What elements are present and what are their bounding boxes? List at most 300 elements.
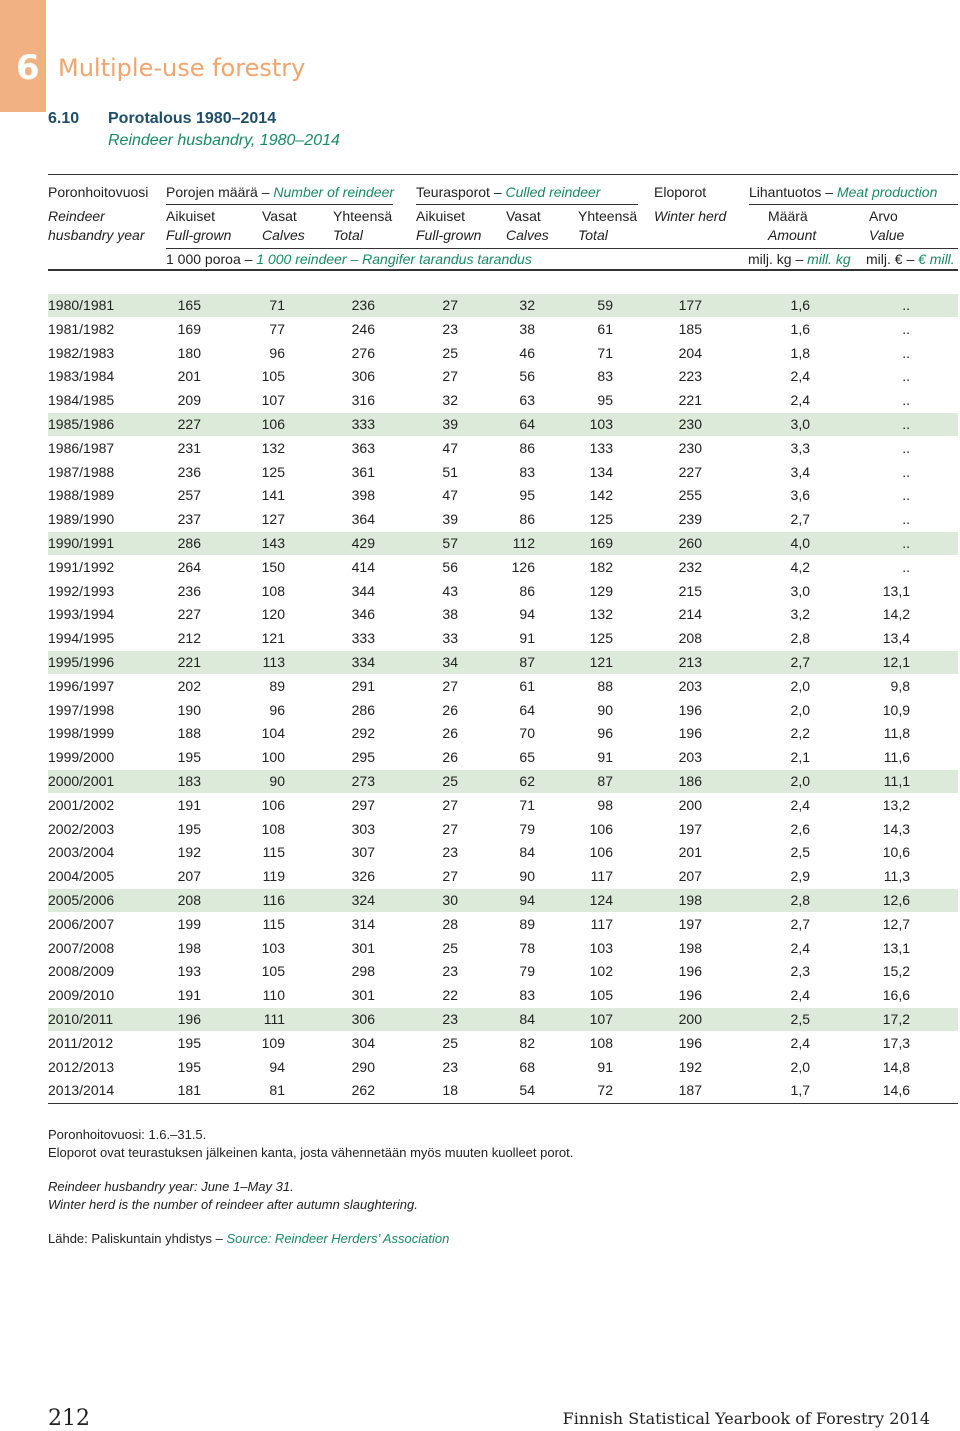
table-row	[48, 722, 958, 745]
cell-year: 2008/2009	[48, 963, 115, 980]
header-value-fi: Arvo	[869, 208, 898, 224]
cell-meat-amount: 2,8	[790, 892, 810, 908]
cell-calves: 106	[261, 416, 285, 432]
cell-calves: 141	[261, 487, 285, 504]
cell-adult: 227	[177, 416, 201, 432]
cell-meat-amount: 2,1	[790, 749, 810, 766]
cell-year: 1995/1996	[48, 654, 115, 670]
cell-calves: 81	[269, 1082, 285, 1099]
header-unit-kg-fi: milj. kg –	[748, 251, 804, 267]
table-row	[48, 461, 958, 484]
cell-adult: 195	[177, 1034, 201, 1051]
cell-year: 1998/1999	[48, 725, 115, 742]
cell-winter-herd: 196	[678, 701, 702, 718]
cell-meat-value: 14,2	[882, 606, 910, 623]
cell-winter-herd: 196	[678, 987, 702, 1004]
table-row	[48, 770, 958, 793]
cell-meat-amount: 3,4	[790, 463, 810, 480]
table-row	[48, 794, 958, 817]
source-fi: Lähde: Paliskuntain yhdistys –	[48, 1231, 223, 1246]
cell-winter-herd: 203	[678, 749, 702, 766]
cell-culled-adult: 39	[442, 416, 458, 432]
cell-adult: 286	[177, 535, 201, 551]
cell-meat-amount: 1,7	[790, 1082, 810, 1099]
cell-meat-amount: 1,8	[790, 344, 810, 361]
cell-culled-total: 134	[589, 463, 613, 480]
cell-culled-total: 125	[589, 511, 613, 528]
header-total-en: Total	[333, 227, 363, 243]
cell-winter-herd: 223	[678, 368, 702, 385]
cell-meat-value: 10,6	[882, 844, 910, 861]
cell-total: 429	[351, 535, 375, 551]
cell-adult: 183	[177, 773, 201, 789]
cell-winter-herd: 207	[678, 868, 702, 885]
note-winter-fi: Eloporot ovat teurastuksen jälkeinen kanta, josta vähennetään myös muuten kuolleet porot.	[48, 1145, 574, 1160]
cell-year: 2009/2010	[48, 987, 115, 1004]
cell-year: 1984/1985	[48, 392, 115, 409]
header-winter-en: Winter herd	[654, 208, 727, 224]
cell-total: 273	[351, 773, 375, 789]
cell-winter-herd: 221	[678, 392, 702, 409]
table-bottom-rule	[48, 1103, 958, 1104]
cell-culled-total: 103	[589, 939, 613, 956]
cell-adult: 195	[177, 820, 201, 837]
cell-year: 2013/2014	[48, 1082, 115, 1099]
cell-adult: 191	[177, 987, 201, 1004]
cell-winter-herd: 255	[678, 487, 702, 504]
cell-culled-adult: 39	[442, 511, 458, 528]
cell-winter-herd: 192	[678, 1058, 702, 1075]
header-count-en: Number of reindeer	[273, 184, 395, 200]
cell-culled-total: 102	[589, 963, 613, 980]
cell-adult: 191	[177, 796, 201, 813]
cell-culled-total: 125	[589, 630, 613, 647]
cell-meat-value: 13,4	[882, 630, 910, 647]
cell-culled-calves: 65	[519, 749, 535, 766]
cell-winter-herd: 196	[678, 725, 702, 742]
cell-winter-herd: 230	[678, 439, 702, 456]
cell-culled-adult: 27	[442, 368, 458, 385]
cell-year: 2007/2008	[48, 939, 115, 956]
cell-culled-adult: 34	[442, 654, 458, 670]
table-row	[48, 746, 958, 769]
table-row	[48, 389, 958, 412]
cell-culled-total: 96	[597, 725, 613, 742]
cell-calves: 89	[269, 677, 285, 694]
cell-culled-total: 117	[590, 868, 613, 885]
cell-culled-adult: 26	[442, 701, 458, 718]
cell-culled-calves: 38	[519, 320, 535, 337]
cell-meat-amount: 1,6	[790, 297, 810, 313]
section-title-fi: Porotalous 1980–2014	[108, 110, 277, 127]
header-amount-en: Amount	[768, 227, 817, 243]
cell-winter-herd: 230	[678, 416, 702, 432]
table-row	[48, 484, 958, 507]
cell-year: 2011/2012	[48, 1034, 114, 1051]
cell-culled-calves: 63	[519, 392, 535, 409]
chapter-number: 6	[16, 48, 40, 88]
cell-culled-adult: 47	[442, 487, 458, 504]
header-unit-kg-en: mill. kg	[807, 251, 851, 267]
cell-meat-value: ..	[902, 487, 910, 504]
cell-year: 2005/2006	[48, 892, 115, 908]
cell-winter-herd: 200	[678, 796, 702, 813]
cell-culled-total: 83	[597, 368, 613, 385]
cell-winter-herd: 177	[678, 297, 702, 313]
cell-adult: 209	[177, 392, 201, 409]
cell-winter-herd: 198	[678, 939, 702, 956]
cell-culled-calves: 46	[519, 344, 535, 361]
cell-total: 364	[351, 511, 375, 528]
cell-adult: 236	[177, 582, 201, 599]
cell-adult: 227	[177, 606, 201, 623]
cell-year: 2002/2003	[48, 820, 115, 837]
header-total-fi: Yhteensä	[333, 208, 393, 224]
cell-winter-herd: 227	[678, 463, 702, 480]
cell-year: 1985/1986	[48, 416, 115, 432]
cell-calves: 119	[262, 868, 285, 885]
cell-meat-amount: 2,8	[790, 630, 810, 647]
cell-adult: 165	[177, 297, 201, 313]
cell-adult: 221	[177, 654, 201, 670]
header-year-en-1: Reindeer	[48, 208, 105, 224]
header-top-rule	[48, 174, 958, 175]
cell-year: 2004/2005	[48, 868, 115, 885]
cell-culled-total: 117	[590, 915, 613, 932]
cell-calves: 132	[261, 439, 285, 456]
cell-winter-herd: 185	[678, 320, 702, 337]
cell-meat-value: 11,8	[883, 725, 910, 742]
cell-culled-total: 129	[589, 582, 613, 599]
cell-culled-adult: 38	[442, 606, 458, 623]
cell-culled-total: 59	[597, 297, 613, 313]
header-meat-rule	[749, 204, 958, 205]
cell-culled-adult: 47	[442, 439, 458, 456]
cell-calves: 115	[262, 915, 285, 932]
header-winter-fi: Eloporot	[654, 184, 707, 200]
cell-culled-calves: 61	[519, 677, 535, 694]
cell-culled-adult: 30	[442, 892, 458, 908]
cell-culled-calves: 78	[519, 939, 535, 956]
cell-adult: 190	[177, 701, 201, 718]
cell-total: 246	[351, 320, 375, 337]
cell-culled-adult: 25	[442, 344, 458, 361]
cell-adult: 181	[177, 1082, 201, 1099]
cell-culled-calves: 64	[519, 701, 535, 718]
cell-meat-amount: 3,3	[790, 439, 810, 456]
cell-culled-calves: 90	[519, 868, 535, 885]
cell-total: 301	[351, 939, 375, 956]
cell-total: 346	[351, 606, 375, 623]
cell-calves: 108	[261, 820, 285, 837]
cell-meat-amount: 4,0	[790, 535, 810, 551]
table-row	[48, 1079, 958, 1102]
cell-year: 2001/2002	[48, 796, 115, 813]
cell-calves: 113	[262, 654, 285, 670]
cell-total: 306	[351, 368, 375, 385]
cell-total: 295	[351, 749, 375, 766]
cell-winter-herd: 196	[678, 963, 702, 980]
cell-winter-herd: 208	[678, 630, 702, 647]
cell-meat-amount: 2,4	[790, 796, 810, 813]
table-row	[48, 294, 958, 317]
cell-year: 1996/1997	[48, 677, 115, 694]
cell-meat-value: 13,1	[882, 939, 910, 956]
table-row	[48, 937, 958, 960]
cell-culled-calves: 95	[519, 487, 535, 504]
cell-total: 361	[351, 463, 375, 480]
header-amount-fi: Määrä	[768, 208, 808, 224]
cell-culled-adult: 43	[442, 582, 458, 599]
header-culled-calves-en: Calves	[506, 227, 549, 243]
header-value-en: Value	[869, 227, 905, 243]
cell-winter-herd: 260	[678, 535, 702, 551]
cell-adult: 264	[177, 558, 201, 575]
cell-year: 1997/1998	[48, 701, 115, 718]
header-culled-adult-en: Full-grown	[416, 227, 482, 243]
cell-winter-herd: 239	[678, 511, 702, 528]
cell-calves: 121	[261, 630, 285, 647]
cell-culled-total: 182	[589, 558, 613, 575]
cell-culled-calves: 68	[519, 1058, 535, 1075]
cell-total: 314	[351, 915, 375, 932]
header-culled-calves-fi: Vasat	[506, 208, 541, 224]
cell-year: 1983/1984	[48, 368, 115, 385]
table-row	[48, 984, 958, 1007]
cell-meat-amount: 2,7	[790, 915, 810, 932]
header-meat-en: Meat production	[836, 184, 938, 200]
cell-total: 291	[351, 677, 375, 694]
cell-total: 303	[351, 820, 375, 837]
cell-culled-calves: 32	[519, 297, 535, 313]
cell-year: 1980/1981	[48, 297, 115, 313]
cell-winter-herd: 213	[678, 654, 702, 670]
cell-winter-herd: 232	[678, 558, 702, 575]
cell-culled-calves: 64	[519, 416, 535, 432]
cell-culled-adult: 25	[442, 773, 458, 789]
cell-winter-herd: 215	[678, 582, 702, 599]
cell-culled-calves: 84	[519, 1011, 535, 1027]
table-row	[48, 913, 958, 936]
cell-meat-amount: 2,0	[790, 677, 810, 694]
cell-meat-value: 17,3	[882, 1034, 910, 1051]
cell-calves: 109	[261, 1034, 285, 1051]
cell-total: 301	[351, 987, 375, 1004]
cell-calves: 108	[261, 582, 285, 599]
cell-meat-amount: 2,0	[790, 1058, 810, 1075]
cell-winter-herd: 196	[678, 1034, 702, 1051]
header-calves-en: Calves	[262, 227, 305, 243]
cell-adult: 199	[177, 915, 201, 932]
note-year-en: Reindeer husbandry year: June 1–May 31.	[48, 1179, 294, 1194]
cell-culled-calves: 70	[519, 725, 535, 742]
cell-culled-total: 98	[597, 796, 613, 813]
cell-meat-value: ..	[902, 463, 910, 480]
cell-culled-total: 142	[589, 487, 613, 504]
table-row	[48, 342, 958, 365]
cell-total: 398	[351, 487, 375, 504]
cell-meat-amount: 2,3	[790, 963, 810, 980]
cell-meat-value: ..	[902, 535, 910, 551]
cell-adult: 195	[177, 749, 201, 766]
cell-meat-value: 9,8	[890, 677, 910, 694]
cell-winter-herd: 197	[678, 915, 702, 932]
table-row	[48, 508, 958, 531]
cell-calves: 127	[261, 511, 285, 528]
table-row	[48, 1032, 958, 1055]
cell-calves: 96	[269, 344, 285, 361]
cell-total: 286	[351, 701, 375, 718]
chapter-title: Multiple-use forestry	[58, 54, 306, 82]
cell-year: 1999/2000	[48, 749, 115, 766]
cell-meat-value: ..	[902, 320, 910, 337]
cell-culled-total: 106	[589, 820, 613, 837]
cell-meat-value: 13,1	[882, 582, 910, 599]
cell-culled-calves: 94	[519, 892, 535, 908]
table-row	[48, 960, 958, 983]
cell-meat-amount: 2,4	[790, 1034, 810, 1051]
cell-meat-value: 14,6	[882, 1082, 910, 1099]
cell-culled-adult: 23	[442, 1058, 458, 1075]
cell-culled-adult: 23	[442, 320, 458, 337]
cell-total: 316	[351, 392, 375, 409]
cell-meat-amount: 3,6	[790, 487, 810, 504]
source-line	[48, 1231, 449, 1246]
cell-total: 306	[351, 1011, 375, 1027]
cell-calves: 115	[262, 844, 285, 861]
cell-winter-herd: 186	[678, 773, 702, 789]
cell-total: 324	[351, 892, 375, 908]
cell-culled-total: 91	[597, 749, 613, 766]
cell-calves: 105	[261, 963, 285, 980]
cell-culled-total: 133	[589, 439, 613, 456]
header-count-rule	[166, 204, 393, 205]
cell-calves: 111	[263, 1011, 285, 1027]
cell-calves: 125	[261, 463, 285, 480]
cell-meat-value: ..	[902, 368, 910, 385]
cell-meat-value: ..	[902, 392, 910, 409]
cell-adult: 231	[177, 439, 201, 456]
cell-culled-calves: 79	[519, 963, 535, 980]
cell-culled-adult: 23	[442, 1011, 458, 1027]
cell-adult: 212	[177, 630, 201, 647]
header-unit-fi: 1 000 poroa –	[166, 251, 253, 267]
note-winter-en: Winter herd is the number of reindeer after autumn slaughtering.	[48, 1197, 418, 1212]
cell-winter-herd: 200	[678, 1011, 702, 1027]
cell-meat-amount: 2,7	[790, 654, 810, 670]
table-row	[48, 580, 958, 603]
cell-culled-calves: 84	[519, 844, 535, 861]
header-adult-fi: Aikuiset	[166, 208, 216, 224]
cell-culled-calves: 79	[519, 820, 535, 837]
cell-culled-total: 124	[589, 892, 613, 908]
cell-meat-value: 11,6	[883, 749, 910, 766]
cell-culled-calves: 56	[519, 368, 535, 385]
cell-calves: 96	[269, 701, 285, 718]
cell-year: 1988/1989	[48, 487, 115, 504]
cell-total: 290	[351, 1058, 375, 1075]
cell-adult: 208	[177, 892, 201, 908]
cell-meat-value: 11,1	[883, 773, 910, 789]
cell-meat-value: 13,2	[882, 796, 910, 813]
cell-meat-value: 14,3	[882, 820, 910, 837]
cell-culled-calves: 86	[519, 582, 535, 599]
cell-adult: 195	[177, 1058, 201, 1075]
cell-meat-value: ..	[902, 439, 910, 456]
cell-year: 1993/1994	[48, 606, 115, 623]
cell-culled-total: 61	[597, 320, 613, 337]
cell-calves: 103	[261, 939, 285, 956]
cell-calves: 116	[262, 892, 285, 908]
cell-adult: 180	[177, 344, 201, 361]
cell-meat-amount: 2,9	[790, 868, 810, 885]
cell-culled-total: 106	[589, 844, 613, 861]
cell-adult: 202	[177, 677, 201, 694]
table-row	[48, 627, 958, 650]
cell-year: 1982/1983	[48, 344, 115, 361]
cell-year: 1990/1991	[48, 535, 115, 551]
header-year-en-2: husbandry year	[48, 227, 145, 243]
cell-culled-total: 87	[597, 773, 613, 789]
cell-culled-adult: 27	[442, 868, 458, 885]
cell-culled-total: 72	[597, 1082, 613, 1099]
cell-year: 1992/1993	[48, 582, 115, 599]
cell-total: 297	[351, 796, 375, 813]
table-row	[48, 437, 958, 460]
cell-meat-value: 15,2	[882, 963, 910, 980]
cell-meat-value: 14,8	[882, 1058, 910, 1075]
header-unit-en: 1 000 reindeer – Rangifer tarandus tarandus	[256, 251, 532, 267]
header-unit-eur-en: € mill.	[918, 251, 955, 267]
cell-year: 1991/1992	[48, 558, 115, 575]
header-culled	[416, 184, 600, 200]
cell-culled-adult: 56	[442, 558, 458, 575]
note-year-fi: Poronhoitovuosi: 1.6.–31.5.	[48, 1127, 207, 1142]
cell-calves: 100	[261, 749, 285, 766]
cell-winter-herd: 187	[678, 1082, 702, 1099]
cell-meat-amount: 3,2	[790, 606, 810, 623]
cell-total: 326	[351, 868, 375, 885]
cell-meat-value: ..	[902, 511, 910, 528]
cell-calves: 120	[261, 606, 285, 623]
cell-meat-amount: 4,2	[790, 558, 810, 575]
cell-culled-total: 71	[597, 344, 613, 361]
cell-culled-calves: 94	[519, 606, 535, 623]
cell-adult: 198	[177, 939, 201, 956]
cell-culled-adult: 27	[442, 677, 458, 694]
cell-total: 236	[351, 297, 375, 313]
cell-meat-amount: 2,5	[790, 1011, 810, 1027]
table-row	[48, 365, 958, 388]
cell-total: 276	[351, 344, 375, 361]
cell-total: 363	[351, 439, 375, 456]
header-unit	[166, 251, 532, 267]
table-row	[48, 532, 958, 555]
cell-meat-amount: 2,6	[790, 820, 810, 837]
cell-culled-adult: 26	[442, 725, 458, 742]
cell-meat-value: ..	[902, 416, 910, 432]
cell-culled-total: 132	[589, 606, 613, 623]
cell-culled-adult: 27	[442, 820, 458, 837]
cell-culled-calves: 82	[519, 1034, 535, 1051]
cell-culled-total: 103	[589, 416, 613, 432]
cell-meat-amount: 2,4	[790, 987, 810, 1004]
cell-total: 262	[351, 1082, 375, 1099]
cell-culled-total: 88	[597, 677, 613, 694]
publication-title: Finnish Statistical Yearbook of Forestry 2014	[562, 1409, 930, 1428]
cell-adult: 257	[177, 487, 201, 504]
cell-year: 2006/2007	[48, 915, 115, 932]
